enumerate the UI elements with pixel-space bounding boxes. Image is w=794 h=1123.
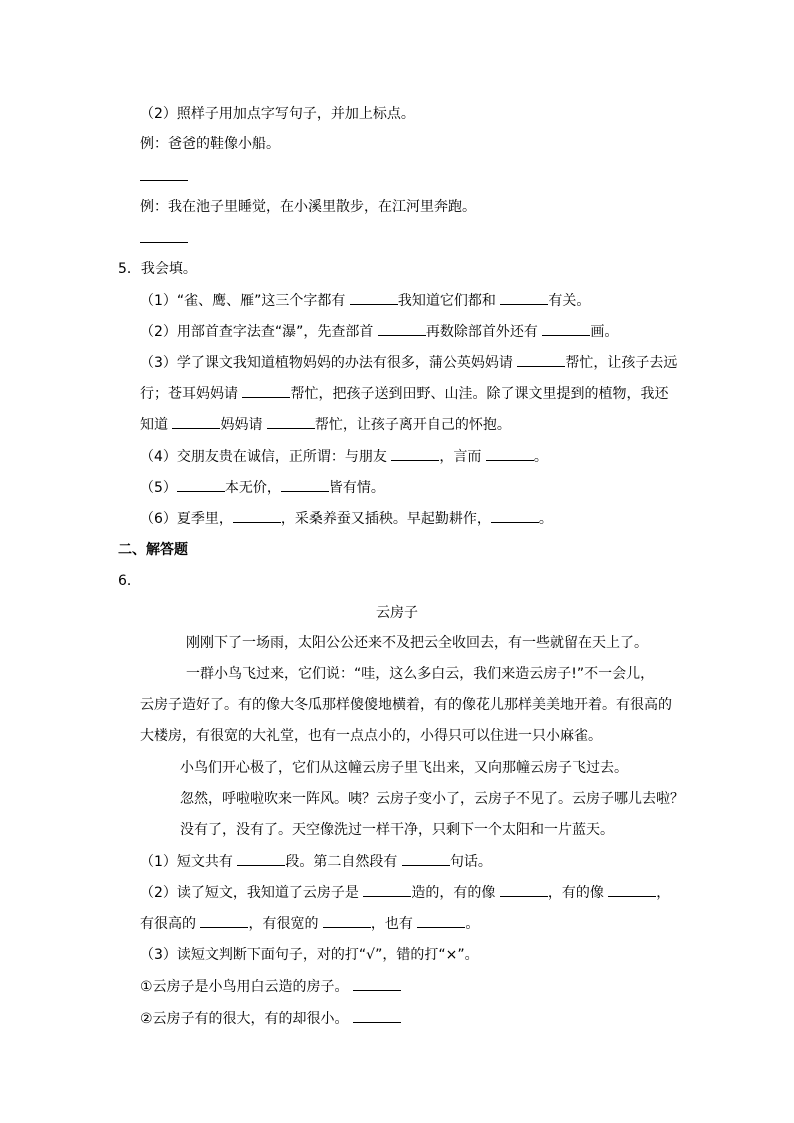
answer-blank[interactable] xyxy=(233,508,281,523)
section-heading: 二、解答题 xyxy=(118,542,188,558)
q5-item-5: （5） 本无价， 皆有情。 xyxy=(140,477,385,498)
passage-paragraph-2-line-3: 大楼房，有很宽的大礼堂，也有一点点小的，小得只可以住进一只小麻雀。 xyxy=(140,728,602,744)
q5-item-3-line-3: 知道 妈妈请 帮忙，让孩子离开自己的怀抱。 xyxy=(140,414,511,435)
passage-paragraph-4: 忽然，呼啦啦吹来一阵风。咦？云房子变小了，云房子不见了。云房子哪儿去啦？ xyxy=(180,791,684,807)
answer-blank[interactable] xyxy=(417,913,465,928)
answer-blank[interactable] xyxy=(402,851,450,866)
answer-blank[interactable] xyxy=(172,414,220,429)
answer-blank[interactable] xyxy=(542,321,590,336)
answer-blank[interactable] xyxy=(281,477,329,492)
q5-item-3-line-1: （3）学了课文我知道植物妈妈的办法有很多，蒲公英妈妈请 帮忙，让孩子去远 xyxy=(140,352,677,373)
answer-blank[interactable] xyxy=(237,851,285,866)
q6-number: 6． xyxy=(118,573,141,589)
answer-blank[interactable] xyxy=(177,477,225,492)
answer-blank[interactable] xyxy=(140,228,188,249)
judgement-item-1: ①云房子是小鸟用白云造的房子。 xyxy=(140,976,401,997)
q6-sub-2-line-1: （2）读了短文，我知道了云房子是 造的，有的像 ，有的像 ， xyxy=(140,882,670,903)
q5-item-6: （6）夏季里， ，采桑养蚕又插秧。早起勤耕作， 。 xyxy=(140,508,553,529)
answer-blank[interactable] xyxy=(353,1008,401,1023)
q5-item-3-line-2: 行；苍耳妈妈请 帮忙，把孩子送到田野、山洼。除了课文里提到的植物，我还 xyxy=(140,383,668,404)
answer-blank[interactable] xyxy=(500,290,548,305)
passage-paragraph-2-line-1: 一群小鸟飞过来，它们说：“哇，这么多白云，我们来造云房子!”不一会儿， xyxy=(186,666,655,682)
judgement-item-2: ②云房子有的很大，有的却很小。 xyxy=(140,1008,401,1029)
answer-blank[interactable] xyxy=(378,321,426,336)
q4-2-prompt: （2）照样子用加点字写句子，并加上标点。 xyxy=(140,106,415,122)
answer-blank[interactable] xyxy=(200,913,248,928)
q5-item-2: （2）用部首查字法查“瀑”，先查部首 再数除部首外还有 画。 xyxy=(140,321,618,342)
answer-blank[interactable] xyxy=(267,414,315,429)
passage-paragraph-2-line-2: 云房子造好了。有的像大冬瓜那样傻傻地横着，有的像花儿那样美美地开着。有很高的 xyxy=(140,697,672,713)
answer-blank[interactable] xyxy=(500,882,548,897)
q5-item-1: （1）“雀、鹰、雁”这三个字都有 我知道它们都和 有关。 xyxy=(140,290,590,311)
answer-blank[interactable] xyxy=(608,882,656,897)
passage-paragraph-1: 刚刚下了一场雨，太阳公公还来不及把云全收回去，有一些就留在天上了。 xyxy=(186,635,648,651)
answer-blank[interactable] xyxy=(140,166,188,187)
answer-blank[interactable] xyxy=(391,446,439,461)
answer-blank[interactable] xyxy=(350,290,398,305)
answer-blank[interactable] xyxy=(242,383,290,398)
passage-title: 云房子 xyxy=(376,605,418,621)
answer-blank[interactable] xyxy=(517,352,565,367)
q4-2-example-1: 例：爸爸的鞋像小船。 xyxy=(140,136,280,152)
passage-paragraph-3: 小鸟们开心极了，它们从这幢云房子里飞出来，又向那幢云房子飞过去。 xyxy=(180,760,628,776)
answer-blank[interactable] xyxy=(491,508,539,523)
q6-sub-2-line-2: 有很高的 ，有很宽的 ，也有 。 xyxy=(140,913,479,934)
q5-title: 5．我会填。 xyxy=(118,261,197,277)
q6-sub-3-prompt: （3）读短文判断下面句子，对的打“√”，错的打“×”。 xyxy=(140,947,479,963)
answer-blank[interactable] xyxy=(363,882,411,897)
passage-paragraph-5: 没有了，没有了。天空像洗过一样干净，只剩下一个太阳和一片蓝天。 xyxy=(180,822,614,838)
answer-blank[interactable] xyxy=(486,446,534,461)
answer-blank[interactable] xyxy=(323,913,371,928)
q5-item-4: （4）交朋友贵在诚信，正所谓：与朋友 ，言而 。 xyxy=(140,446,548,467)
answer-blank[interactable] xyxy=(353,976,401,991)
q4-2-example-2: 例：我在池子里睡觉，在小溪里散步，在江河里奔跑。 xyxy=(140,199,476,215)
q6-sub-1: （1）短文共有 段。第二自然段有 句话。 xyxy=(140,851,492,872)
